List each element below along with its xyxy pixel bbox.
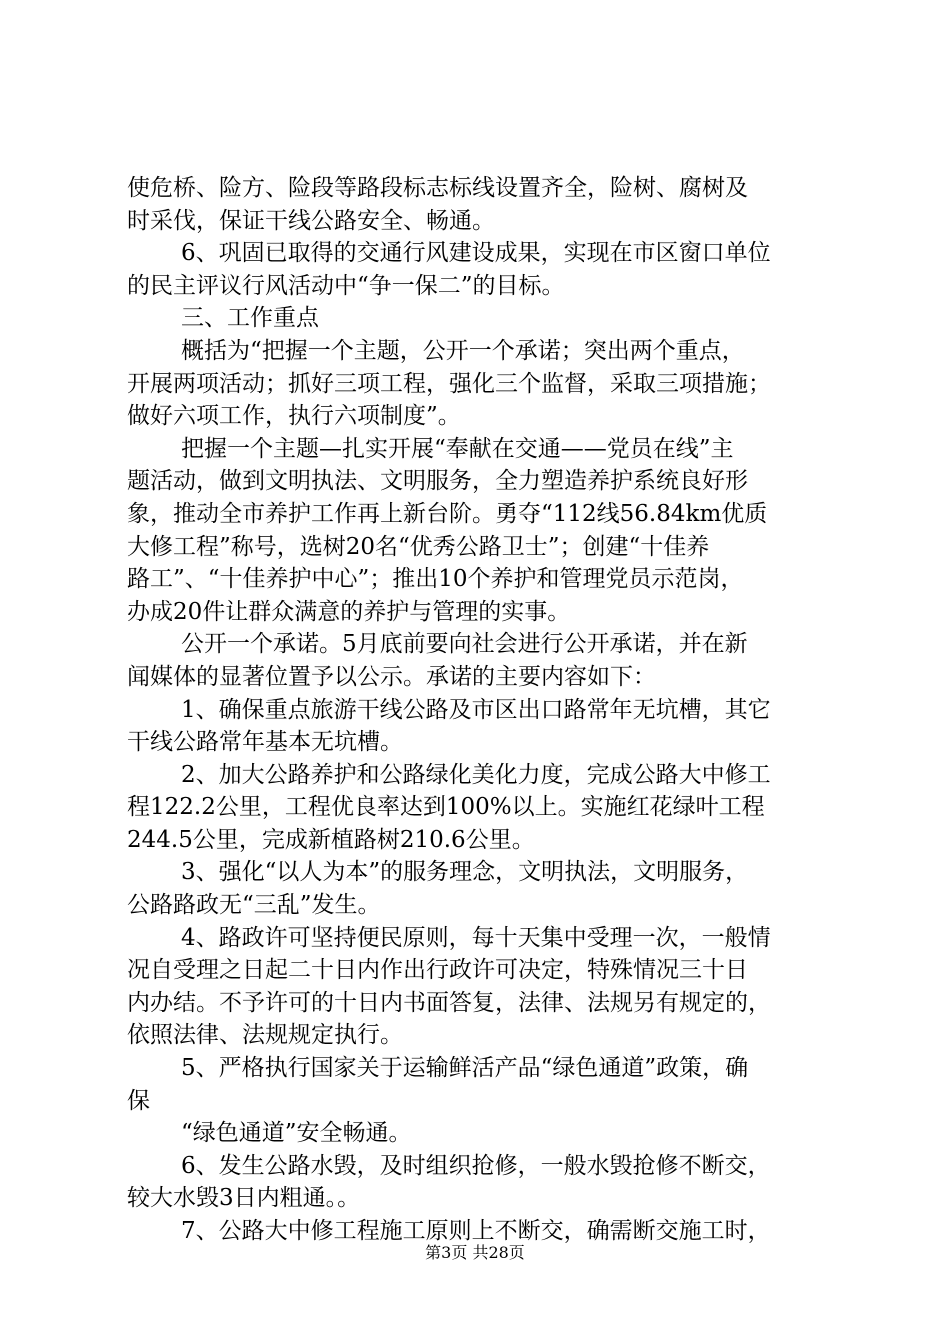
text-line: 2、加大公路养护和公路绿化美化力度，完成公路大中修工 (181, 761, 771, 788)
text-line: 做好六项工作，执行六项制度”。 (127, 403, 461, 430)
text-line: 3、强化“以人为本”的服务理念，文明执法，文明服务， (181, 859, 749, 886)
document-body (127, 172, 847, 1248)
text-line: 况自受理之日起二十日内作出行政许可决定，特殊情况三十日 (127, 957, 748, 984)
text-line: 5、严格执行国家关于运输鲜活产品“绿色通道”政策，确 (181, 1055, 749, 1082)
text-line: 4、路政许可坚持便民原则，每十天集中受理一次，一般情 (181, 924, 771, 951)
text-line: 较大水毁3日内粗通。。 (127, 1185, 361, 1212)
text-line: 内办结。不予许可的十日内书面答复，法律、法规另有规定的， (127, 989, 771, 1016)
text-line: 1、确保重点旅游干线公路及市区出口路常年无坑槽，其它 (181, 696, 771, 723)
text-line: 路工”、“十佳养护中心”；推出10个养护和管理党员示范岗， (127, 566, 744, 593)
page-footer: 第3页 共28页 (425, 1243, 525, 1262)
text-line: “绿色通道”安全畅通。 (181, 1120, 412, 1147)
text-line: 公路路政无“三乱”发生。 (127, 892, 381, 919)
text-line: 把握一个主题—扎实开展“奉献在交通——党员在线”主 (181, 435, 734, 462)
text-line: 依照法律、法规规定执行。 (127, 1022, 403, 1049)
text-line: 7、公路大中修工程施工原则上不断交，确需断交施工时， (181, 1218, 771, 1244)
text-line: 6、发生公路水毁，及时组织抢修，一般水毁抢修不断交， (181, 1152, 771, 1179)
text-line: 程122.2公里，工程优良率达到100%以上。实施红花绿叶工程 (127, 794, 765, 821)
text-line: 概括为“把握一个主题，公开一个承诺；突出两个重点， (181, 337, 745, 364)
text-line: 闻媒体的显著位置予以公示。承诺的主要内容如下： (127, 663, 656, 690)
text-line: 使危桥、险方、险段等路段标志标线设置齐全，险树、腐树及 (127, 175, 748, 201)
text-line: 时采伐，保证干线公路安全、畅通。 (127, 207, 495, 234)
text-line: 6、巩固已取得的交通行风建设成果，实现在市区窗口单位 (181, 240, 771, 267)
text-line: 的民主评议行风活动中“争一保二”的目标。 (127, 272, 565, 299)
text-line: 象，推动全市养护工作再上新台阶。勇夺“112线56.84km优质 (127, 500, 768, 527)
text-line: 保 (127, 1087, 150, 1114)
text-line: 公开一个承诺。5月底前要向社会进行公开承诺，并在新 (181, 631, 748, 658)
text-line: 244.5公里，完成新植路树210.6公里。 (127, 826, 535, 853)
text-line: 开展两项活动；抓好三项工程，强化三个监督，采取三项措施； (127, 370, 771, 397)
text-line: 题活动，做到文明执法、文明服务，全力塑造养护系统良好形 (127, 468, 748, 495)
text-line: 干线公路常年基本无坑槽。 (127, 729, 403, 756)
text-line: 大修工程”称号，选树20名“优秀公路卫士”；创建“十佳养 (127, 533, 710, 560)
text-line: 三、工作重点 (181, 305, 319, 332)
text-line: 办成20件让群众满意的养护与管理的实事。 (127, 598, 571, 625)
